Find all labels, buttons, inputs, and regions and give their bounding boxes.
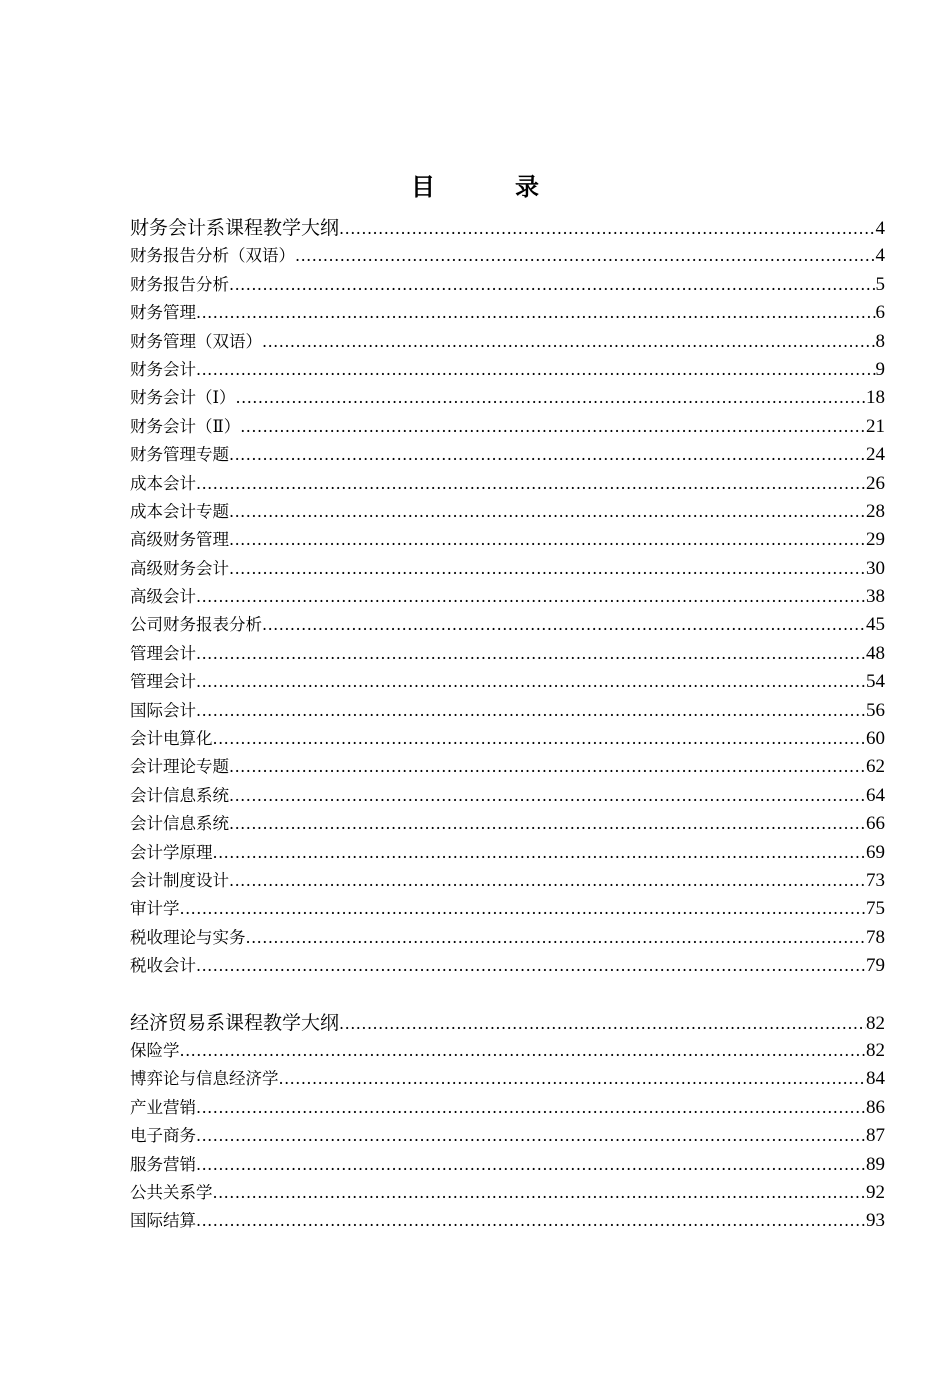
toc-section — [130, 1009, 885, 1236]
dot-leader — [196, 952, 866, 980]
dot-leader — [196, 697, 866, 725]
toc-entry-label: 税收会计 — [130, 956, 196, 976]
toc-page-number: 60 — [866, 728, 885, 750]
toc-entry-label: 审计学 — [130, 899, 180, 919]
toc-entry[interactable] — [130, 725, 885, 753]
toc-entry[interactable] — [130, 498, 885, 526]
toc-page-number: 6 — [875, 302, 885, 324]
toc-page-number: 92 — [866, 1181, 885, 1203]
dot-leader — [196, 668, 866, 696]
dot-leader — [196, 583, 866, 611]
toc-section-heading[interactable] — [130, 1009, 885, 1037]
toc-page-number: 26 — [866, 472, 885, 494]
dot-leader — [236, 384, 866, 412]
dot-leader — [229, 782, 866, 810]
dot-leader — [246, 924, 867, 952]
toc-page-number: 5 — [875, 273, 885, 295]
toc-entry[interactable] — [130, 583, 885, 611]
toc-page-number: 62 — [866, 756, 885, 778]
toc-entry[interactable] — [130, 1037, 885, 1065]
toc-entry[interactable] — [130, 668, 885, 696]
toc-entry-label: 管理会计 — [130, 672, 196, 692]
toc-page-number: 78 — [866, 926, 885, 948]
toc-entry[interactable] — [130, 328, 885, 356]
dot-leader — [339, 215, 875, 243]
toc-entry[interactable] — [130, 839, 885, 867]
toc-page-number: 21 — [866, 415, 885, 437]
toc-entry-label: 财务会计 — [130, 359, 196, 379]
toc-page-number: 84 — [866, 1068, 885, 1090]
table-of-contents — [130, 214, 885, 1236]
dot-leader — [295, 242, 876, 270]
toc-entry-label: 成本会计 — [130, 473, 196, 493]
toc-page-number: 75 — [866, 898, 885, 920]
toc-title: 目 录 — [411, 172, 567, 201]
toc-entry-label: 会计学原理 — [130, 842, 213, 862]
dot-leader — [196, 1207, 866, 1235]
toc-entry[interactable] — [130, 470, 885, 498]
toc-entry-label: 会计信息系统 — [130, 814, 229, 834]
toc-entry[interactable] — [130, 782, 885, 810]
toc-page-number: 24 — [866, 444, 885, 466]
dot-leader — [180, 895, 867, 923]
dot-leader — [229, 498, 866, 526]
dot-leader — [229, 753, 866, 781]
toc-entry[interactable] — [130, 413, 885, 441]
toc-entry-label: 管理会计 — [130, 643, 196, 663]
dot-leader — [196, 299, 876, 327]
toc-page-number: 66 — [866, 813, 885, 835]
toc-entry[interactable] — [130, 242, 885, 270]
toc-entry[interactable] — [130, 611, 885, 639]
toc-entry-label: 会计电算化 — [130, 729, 213, 749]
toc-page-number: 18 — [866, 387, 885, 409]
dot-leader — [213, 725, 867, 753]
toc-entry-label: 税收理论与实务 — [130, 927, 246, 947]
toc-page-number: 4 — [875, 245, 885, 267]
toc-entry[interactable] — [130, 753, 885, 781]
toc-entry[interactable] — [130, 299, 885, 327]
dot-leader — [213, 839, 867, 867]
toc-entry-label: 财务会计（Ⅱ） — [130, 416, 241, 436]
toc-entry[interactable] — [130, 526, 885, 554]
toc-entry-label: 会计信息系统 — [130, 785, 229, 805]
toc-entry[interactable] — [130, 1065, 885, 1093]
toc-entry-label: 高级财务会计 — [130, 558, 229, 578]
toc-entry[interactable] — [130, 1179, 885, 1207]
toc-entry[interactable] — [130, 640, 885, 668]
toc-entry-label: 财务会计（Ⅰ） — [130, 388, 236, 408]
toc-page-number: 89 — [866, 1153, 885, 1175]
toc-page-number: 64 — [866, 784, 885, 806]
toc-page-number: 56 — [866, 699, 885, 721]
dot-leader — [262, 611, 866, 639]
toc-page-number: 38 — [866, 586, 885, 608]
toc-entry[interactable] — [130, 952, 885, 980]
toc-entry-label: 财务报告分析 — [130, 274, 229, 294]
dot-leader — [180, 1037, 867, 1065]
toc-entry-label: 高级财务管理 — [130, 530, 229, 550]
dot-leader — [229, 271, 876, 299]
dot-leader — [196, 1094, 866, 1122]
toc-entry-label: 财务管理 — [130, 303, 196, 323]
toc-entry-label: 博弈论与信息经济学 — [130, 1069, 279, 1089]
toc-entry[interactable] — [130, 271, 885, 299]
toc-page-number: 54 — [866, 671, 885, 693]
toc-entry-label: 产业营销 — [130, 1097, 196, 1117]
dot-leader — [196, 470, 866, 498]
toc-section — [130, 214, 885, 981]
dot-leader — [229, 867, 866, 895]
dot-leader — [196, 356, 876, 384]
dot-leader — [213, 1179, 867, 1207]
dot-leader — [240, 413, 866, 441]
dot-leader — [229, 810, 866, 838]
toc-entry[interactable] — [130, 924, 885, 952]
toc-entry-label: 公共关系学 — [130, 1182, 213, 1202]
dot-leader — [196, 1151, 866, 1179]
toc-entry-label: 保险学 — [130, 1040, 180, 1060]
toc-entry-label: 会计制度设计 — [130, 870, 229, 890]
toc-entry-label: 会计理论专题 — [130, 757, 229, 777]
toc-entry-label: 国际会计 — [130, 700, 196, 720]
dot-leader — [262, 328, 876, 356]
toc-page-number: 82 — [866, 1039, 885, 1061]
toc-page-number: 4 — [875, 218, 885, 239]
dot-leader — [339, 1010, 866, 1038]
toc-entry[interactable] — [130, 697, 885, 725]
toc-page-number: 28 — [866, 500, 885, 522]
toc-page-number: 73 — [866, 869, 885, 891]
toc-entry[interactable] — [130, 1151, 885, 1179]
toc-entry[interactable] — [130, 555, 885, 583]
toc-entry[interactable] — [130, 441, 885, 469]
toc-page-number: 29 — [866, 529, 885, 551]
toc-entry-label: 成本会计专题 — [130, 501, 229, 521]
toc-page-number: 45 — [866, 614, 885, 636]
toc-entry-label: 国际结算 — [130, 1211, 196, 1231]
toc-entry[interactable] — [130, 895, 885, 923]
dot-leader — [196, 640, 866, 668]
toc-entry[interactable] — [130, 810, 885, 838]
toc-entry[interactable] — [130, 384, 885, 412]
toc-entry[interactable] — [130, 1094, 885, 1122]
toc-entry-label: 财务报告分析（双语） — [130, 246, 295, 266]
toc-heading-label: 财务会计系课程教学大纲 — [130, 217, 340, 239]
toc-entry[interactable] — [130, 356, 885, 384]
dot-leader — [196, 1122, 866, 1150]
toc-page-number: 9 — [875, 358, 885, 380]
toc-page-number: 30 — [866, 557, 885, 579]
dot-leader — [229, 441, 866, 469]
toc-entry-label: 财务管理（双语） — [130, 331, 262, 351]
toc-page-number: 82 — [866, 1012, 885, 1034]
toc-entry[interactable] — [130, 1207, 885, 1235]
dot-leader — [279, 1065, 867, 1093]
toc-section-heading[interactable] — [130, 214, 885, 242]
toc-page-number: 86 — [866, 1096, 885, 1118]
toc-page-number: 87 — [866, 1125, 885, 1147]
toc-page-number: 69 — [866, 841, 885, 863]
toc-page-number: 8 — [875, 330, 885, 352]
toc-entry-label: 电子商务 — [130, 1126, 196, 1146]
toc-entry-label: 服务营销 — [130, 1154, 196, 1174]
toc-page-number: 48 — [866, 642, 885, 664]
toc-entry[interactable] — [130, 1122, 885, 1150]
dot-leader — [229, 526, 866, 554]
toc-heading-label: 经济贸易系课程教学大纲 — [130, 1011, 340, 1034]
toc-page-number: 79 — [866, 955, 885, 977]
toc-entry-label: 公司财务报表分析 — [130, 615, 262, 635]
dot-leader — [229, 555, 866, 583]
toc-entry-label: 财务管理专题 — [130, 445, 229, 465]
toc-entry-label: 高级会计 — [130, 587, 196, 607]
toc-entry[interactable] — [130, 867, 885, 895]
toc-page-number: 93 — [866, 1210, 885, 1232]
